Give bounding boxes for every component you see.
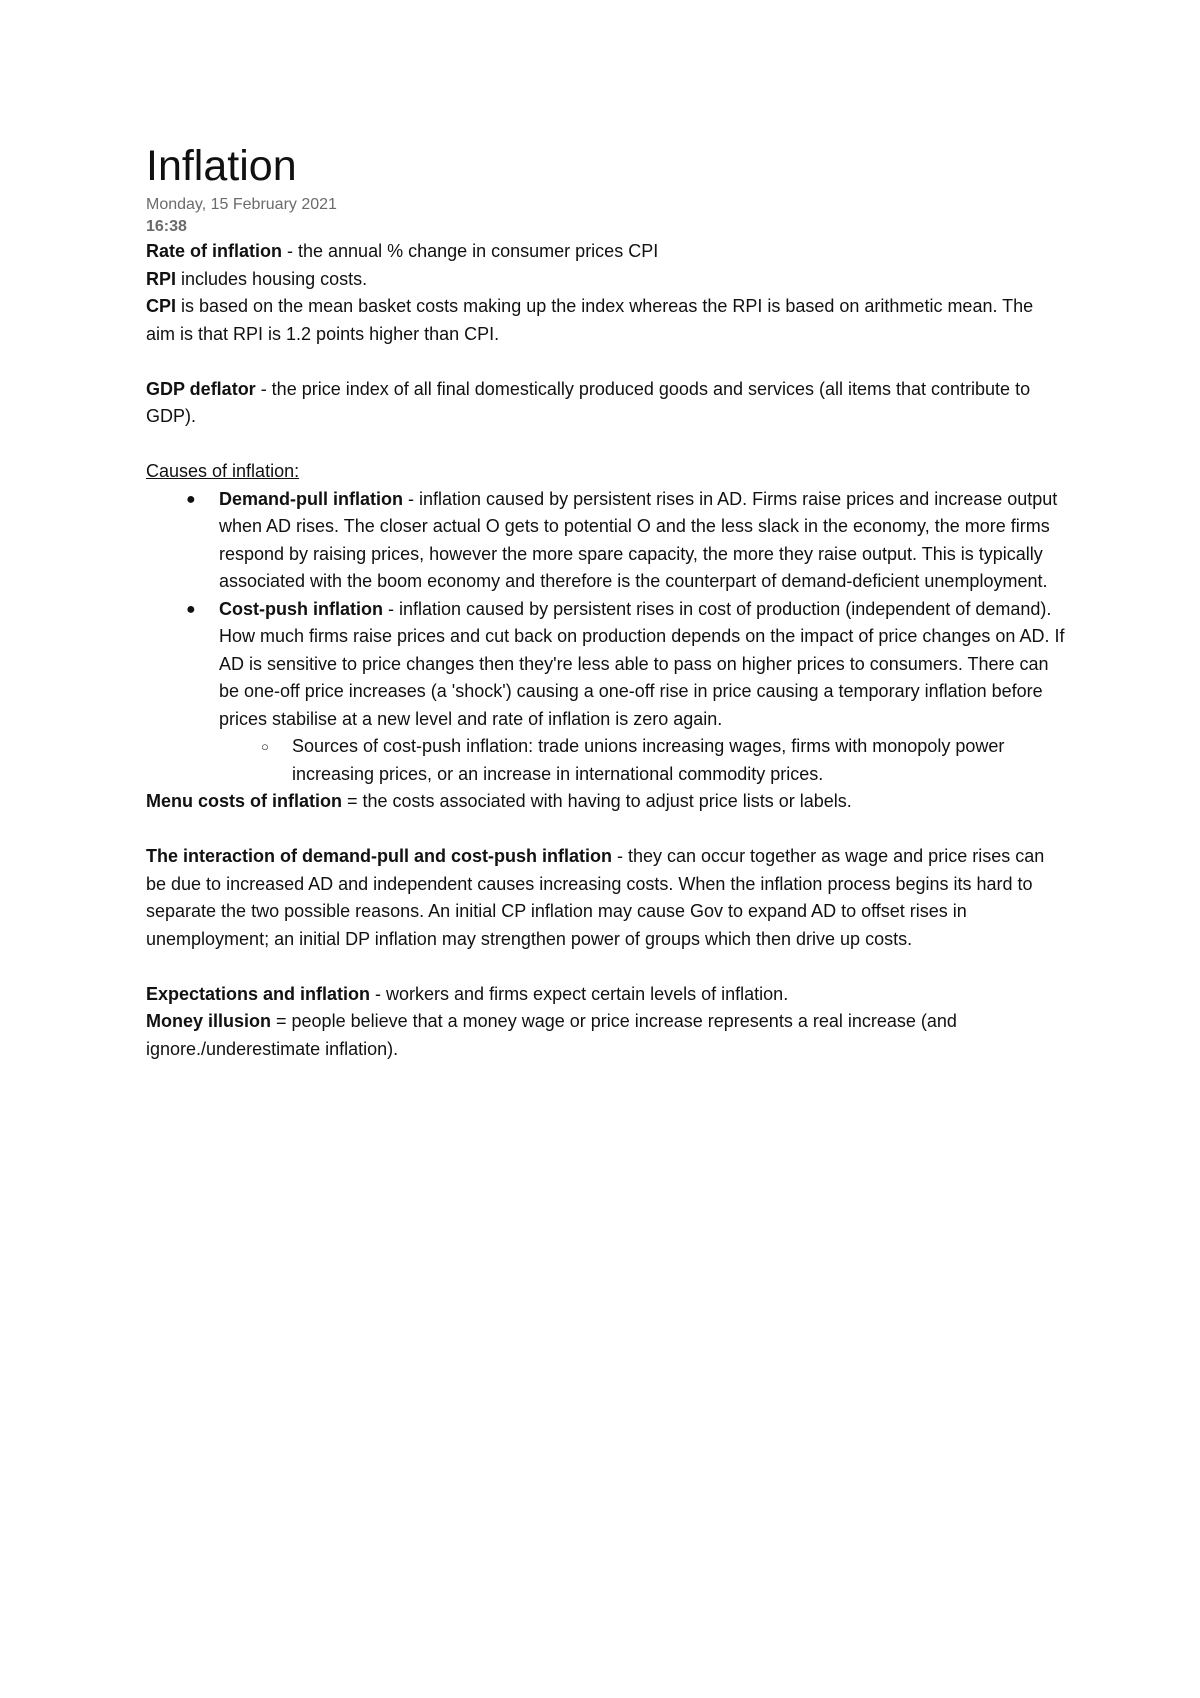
money-illusion-line — [146, 1008, 1066, 1063]
note-time: 16:38 — [146, 218, 187, 235]
expectations-term: Expectations and inflation — [146, 983, 371, 1004]
menu-costs-text: = the costs associated with having to adjust price lists or labels. — [342, 791, 852, 811]
cost-push-text: - inflation caused by persistent rises in cost of production (independent of demand). How much firms raise prices and cut back on production depends on the impact of price changes on AD. If AD is sensitive to price changes then they're less able to pass on higher prices to consumers. There can be one-off price increases (a 'shock') causing a one-off rise in price causing a temporary inflation before prices stabilise at a new level and rate of inflation is zero again. — [219, 598, 1065, 729]
spacer — [146, 431, 1066, 459]
causes-list — [146, 486, 1066, 789]
gdp-deflator-text: - the price index of all final domestically produced goods and services (all items that contribute to GDP). — [146, 378, 1031, 426]
rate-of-inflation-line — [146, 238, 1066, 266]
gdp-deflator-line — [146, 376, 1066, 431]
list-item-demand-pull — [146, 486, 1066, 596]
causes-heading: Causes of inflation: — [146, 461, 300, 481]
expectations-text: - workers and firms expect certain levels of inflation. — [370, 983, 789, 1004]
bullet-icon: ● — [186, 600, 196, 618]
page-title: Inflation — [146, 142, 297, 190]
interaction-text: - they can occur together as wage and price rises can be due to increased AD and independent causes increasing costs. When the inflation process begins its hard to separate the two possible reasons. An initial CP inflation may cause Gov to expand AD to offset rises in unemployment; an initial DP inflation may strengthen power of groups which then drive up costs. — [146, 846, 1045, 949]
interaction-line — [146, 843, 1066, 953]
money-illusion-text: = people believe that a money wage or price increase represents a real increase (and ignore./underestimate inflation). — [146, 1011, 957, 1059]
rpi-text: includes housing costs. — [176, 268, 368, 289]
rpi-line — [146, 266, 1066, 294]
expectations-line — [146, 981, 1066, 1009]
spacer — [146, 348, 1066, 376]
cpi-line — [146, 293, 1066, 348]
money-illusion-term: Money illusion — [146, 1011, 272, 1031]
cost-push-sources-text: Sources of cost-push inflation: trade unions increasing wages, firms with monopoly power increasing prices, or an increase in international commodity prices. — [292, 736, 1005, 784]
list-item-cost-push — [146, 596, 1066, 789]
gdp-deflator-term: GDP deflator — [146, 378, 256, 399]
demand-pull-term: Demand-pull inflation — [219, 488, 403, 509]
cpi-term: CPI — [146, 296, 177, 316]
interaction-term: The interaction of demand-pull and cost-push inflation — [146, 846, 612, 866]
rate-of-inflation-term: Rate of inflation — [146, 241, 282, 261]
cpi-text: is based on the mean basket costs making up the index whereas the RPI is based on arithmetic mean. The aim is that RPI is 1.2 points higher than CPI. — [146, 296, 1034, 344]
list-item-cost-push-sources — [219, 733, 1066, 788]
hollow-bullet-icon: ○ — [261, 739, 269, 754]
rate-of-inflation-text: - the annual % change in consumer prices CPI — [282, 241, 659, 261]
note-page — [146, 138, 1066, 1063]
cost-push-sublist — [219, 733, 1066, 788]
note-date: Monday, 15 February 2021 — [146, 196, 337, 213]
menu-costs-term: Menu costs of inflation — [146, 791, 342, 811]
spacer — [146, 953, 1066, 981]
demand-pull-text: - inflation caused by persistent rises in AD. Firms raise prices and increase output when AD rises. The closer actual O gets to potential O and the less slack in the economy, the more firms respond by raising prices, however the more spare capacity, the more they raise output. This is typically associated with the boom economy and therefore is the counterpart of demand-deficient unemployment. — [219, 488, 1058, 591]
rpi-term: RPI — [146, 268, 177, 289]
cost-push-term: Cost-push inflation — [219, 598, 383, 619]
menu-costs-line — [146, 788, 1066, 816]
spacer — [146, 816, 1066, 844]
bullet-icon: ● — [186, 490, 196, 508]
